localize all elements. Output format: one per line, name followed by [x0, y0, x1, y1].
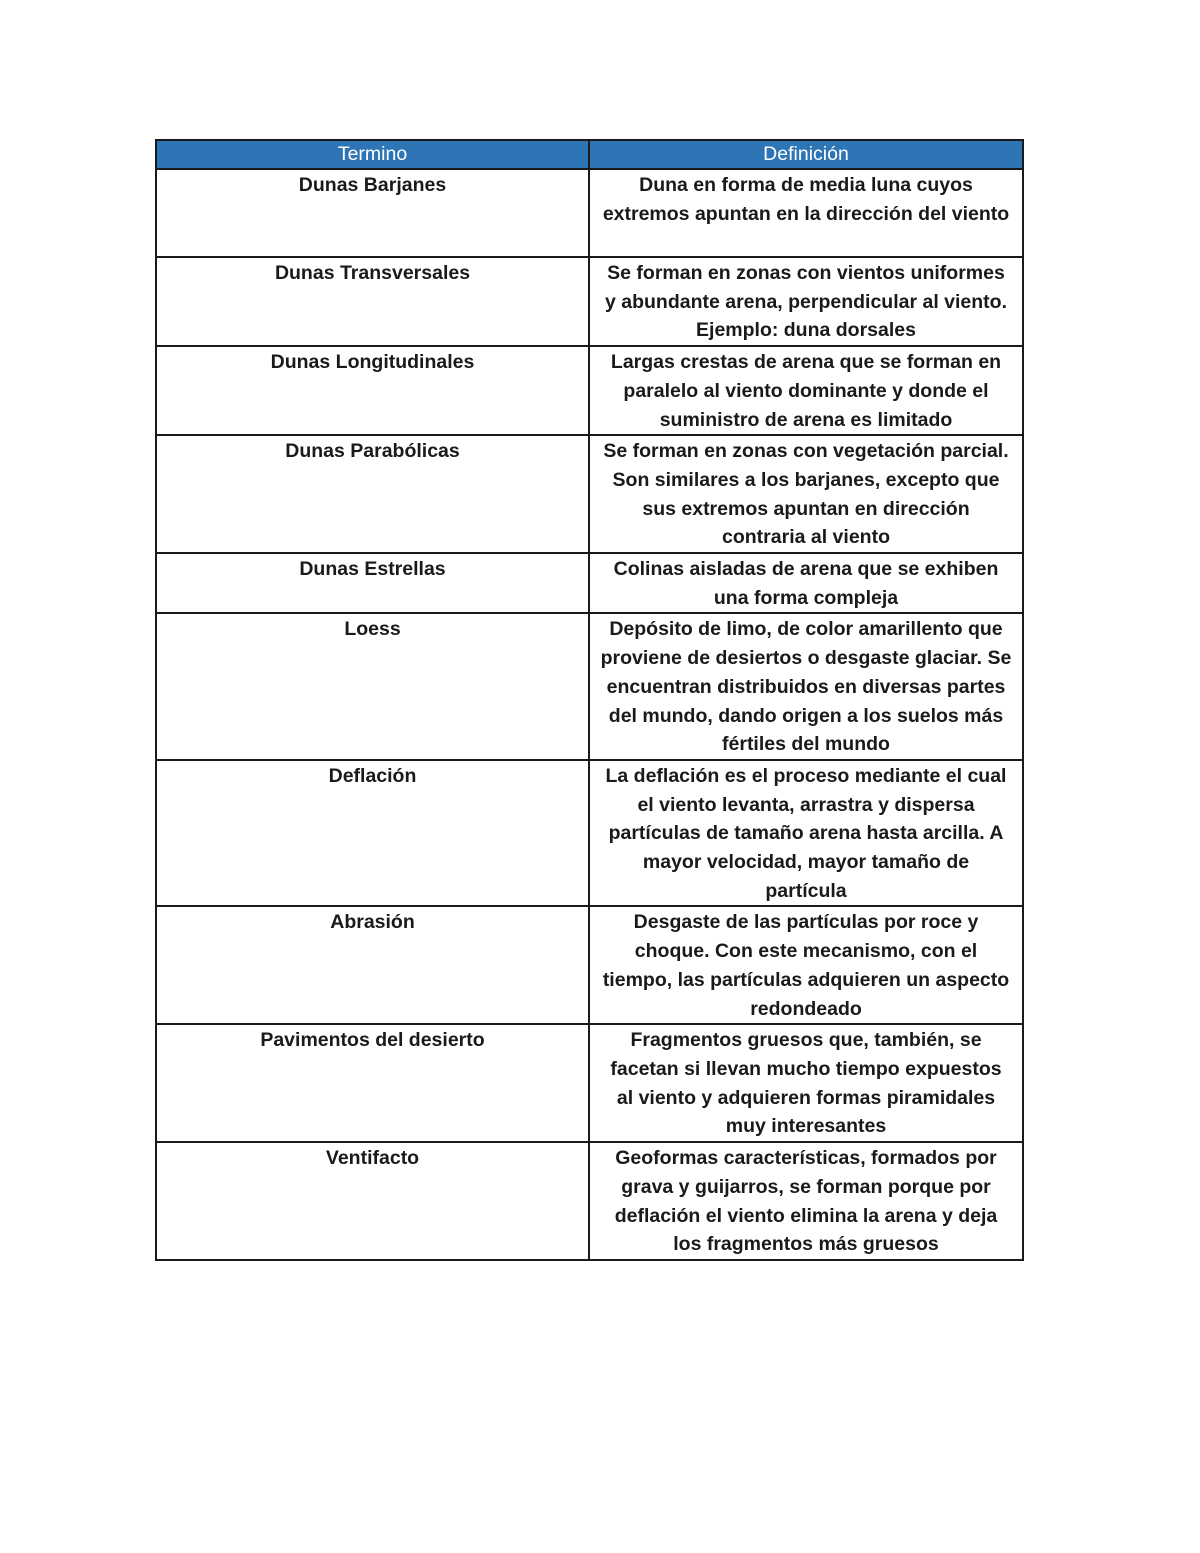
table-row: [156, 553, 1023, 613]
table-row: [156, 906, 1023, 1024]
term-cell: Loess: [156, 613, 589, 760]
glossary-table: [155, 139, 1024, 1261]
definition-cell: Colinas aisladas de arena que se exhiben una forma compleja: [589, 553, 1023, 613]
table-row: [156, 760, 1023, 907]
term-cell: Abrasión: [156, 906, 589, 1024]
term-cell: Ventifacto: [156, 1142, 589, 1260]
definition-cell: Largas crestas de arena que se forman en paralelo al viento dominante y donde el suministro de arena es limitado: [589, 346, 1023, 435]
table-row: [156, 435, 1023, 553]
definition-cell: Duna en forma de media luna cuyos extremos apuntan en la dirección del viento: [589, 169, 1023, 257]
header-term: Termino: [156, 140, 589, 169]
table-row: [156, 346, 1023, 435]
definition-cell: Se forman en zonas con vegetación parcial. Son similares a los barjanes, excepto que sus extremos apuntan en dirección contraria al viento: [589, 435, 1023, 553]
term-cell: Deflación: [156, 760, 589, 907]
header-definition: Definición: [589, 140, 1023, 169]
table-row: [156, 613, 1023, 760]
definition-cell: Se forman en zonas con vientos uniformes y abundante arena, perpendicular al viento. Ejemplo: duna dorsales: [589, 257, 1023, 346]
term-cell: Dunas Transversales: [156, 257, 589, 346]
term-cell: Pavimentos del desierto: [156, 1024, 589, 1142]
definition-cell: Desgaste de las partículas por roce y choque. Con este mecanismo, con el tiempo, las partículas adquieren un aspecto redondeado: [589, 906, 1023, 1024]
term-cell: Dunas Longitudinales: [156, 346, 589, 435]
definition-cell: Depósito de limo, de color amarillento que proviene de desiertos o desgaste glaciar. Se encuentran distribuidos en diversas partes del mundo, dando origen a los suelos más fértiles del mundo: [589, 613, 1023, 760]
table-row: [156, 1024, 1023, 1142]
definition-cell: Fragmentos gruesos que, también, se facetan si llevan mucho tiempo expuestos al viento y adquieren formas piramidales muy interesantes: [589, 1024, 1023, 1142]
table-row: [156, 257, 1023, 346]
definition-cell: Geoformas características, formados por grava y guijarros, se forman porque por deflación el viento elimina la arena y deja los fragmentos más gruesos: [589, 1142, 1023, 1260]
term-cell: Dunas Parabólicas: [156, 435, 589, 553]
table-row: [156, 1142, 1023, 1260]
table-row: [156, 169, 1023, 257]
term-cell: Dunas Barjanes: [156, 169, 589, 257]
term-cell: Dunas Estrellas: [156, 553, 589, 613]
table-header-row: [156, 140, 1023, 169]
definition-cell: La deflación es el proceso mediante el cual el viento levanta, arrastra y dispersa partículas de tamaño arena hasta arcilla. A mayor velocidad, mayor tamaño de partícula: [589, 760, 1023, 907]
